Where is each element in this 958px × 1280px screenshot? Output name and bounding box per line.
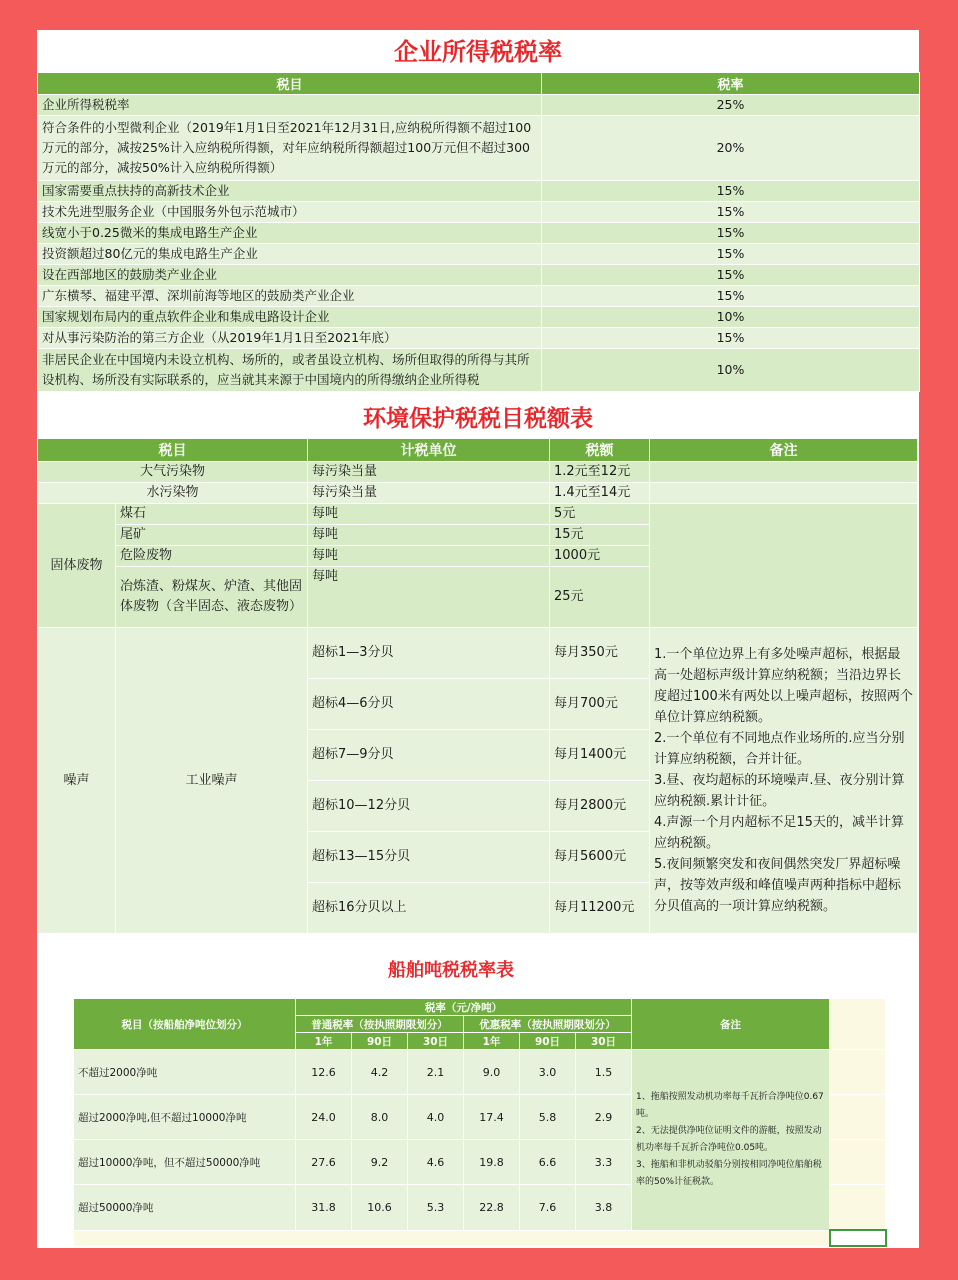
env-amount: 5元 — [550, 504, 650, 525]
table-row — [38, 307, 920, 328]
cit-rate: 15% — [542, 286, 920, 307]
env-amount: 15元 — [550, 525, 650, 546]
env-noise-level: 超标13—15分贝 — [308, 832, 550, 883]
ship-pad-cell — [830, 999, 886, 1050]
cit-rate: 25% — [542, 95, 920, 116]
ship-value: 4.0 — [408, 1095, 464, 1140]
env-noise-level: 超标7—9分贝 — [308, 730, 550, 781]
cit-item: 国家规划布局内的重点软件企业和集成电路设计企业 — [38, 307, 542, 328]
note-line: 5.夜间频繁突发和夜间偶然突发厂界超标噪声，按等效声级和峰值噪声两种指标中超标分贝值高的一项计算应纳税额。 — [654, 857, 902, 914]
ship-value: 24.0 — [296, 1095, 352, 1140]
table-row — [38, 116, 920, 181]
cit-rate: 15% — [542, 202, 920, 223]
env-unit: 每污染当量 — [308, 462, 550, 483]
table-row — [38, 328, 920, 349]
ship-period: 90日 — [352, 1033, 408, 1050]
note-line: 4.声源一个月内超标不足15天的，减半计算应纳税额。 — [654, 815, 904, 851]
ship-period: 30日 — [576, 1033, 632, 1050]
ship-pad-cell — [830, 1050, 886, 1095]
env-table — [37, 438, 918, 934]
table-row — [38, 95, 920, 116]
env-note-empty — [650, 483, 918, 504]
table-row — [38, 628, 918, 679]
ship-value: 2.9 — [576, 1095, 632, 1140]
ship-pad-row — [74, 1230, 830, 1246]
ship-value: 6.6 — [520, 1140, 576, 1185]
note-line: 3、拖船和非机动驳船分别按相同净吨位船舶税率的50%计征税款。 — [636, 1159, 822, 1187]
env-section — [37, 396, 919, 942]
cit-item: 技术先进型服务企业（中国服务外包示范城市） — [38, 202, 542, 223]
cit-item: 企业所得税税率 — [38, 95, 542, 116]
cit-rate: 15% — [542, 244, 920, 265]
env-amount: 1.4元至14元 — [550, 483, 650, 504]
env-noise-sub: 工业噪声 — [116, 628, 308, 934]
table-row — [38, 202, 920, 223]
ship-value: 3.8 — [576, 1185, 632, 1231]
ship-value: 31.8 — [296, 1185, 352, 1231]
note-line: 1、拖船按照发动机功率每千瓦折合净吨位0.67吨。 — [636, 1091, 824, 1119]
ship-value: 3.0 — [520, 1050, 576, 1095]
cit-item: 设在西部地区的鼓励类产业企业 — [38, 265, 542, 286]
env-solid-item: 煤石 — [116, 504, 308, 525]
env-unit: 每吨 — [308, 546, 550, 567]
env-solid-label: 固体废物 — [38, 504, 116, 628]
cit-item: 线宽小于0.25微米的集成电路生产企业 — [38, 223, 542, 244]
ship-value: 5.3 — [408, 1185, 464, 1231]
selected-cell[interactable] — [830, 1230, 886, 1246]
env-amount: 每月700元 — [550, 679, 650, 730]
ship-value: 2.1 — [408, 1050, 464, 1095]
env-amount: 每月350元 — [550, 628, 650, 679]
env-amount: 每月5600元 — [550, 832, 650, 883]
cit-item: 投资额超过80亿元的集成电路生产企业 — [38, 244, 542, 265]
ship-item: 超过2000净吨,但不超过10000净吨 — [74, 1095, 296, 1140]
env-amount: 每月2800元 — [550, 781, 650, 832]
table-row — [38, 462, 918, 483]
table-row — [38, 181, 920, 202]
cit-item: 符合条件的小型微利企业（2019年1月1日至2021年12月31日,应纳税所得额不超过100万元的部分，减按25%计入应纳税所得额，对年应纳税所得额超过100万元但不超过300万元的部分，减按50%计入应纳税所得额） — [38, 116, 542, 181]
ship-header-normal: 普通税率（按执照期限划分） — [296, 1016, 464, 1033]
ship-item: 超过50000净吨 — [74, 1185, 296, 1231]
ship-value: 3.3 — [576, 1140, 632, 1185]
env-noise-level: 超标16分贝以上 — [308, 883, 550, 934]
env-unit: 每吨 — [308, 525, 550, 546]
env-noise-level: 超标4—6分贝 — [308, 679, 550, 730]
env-noise-notes — [650, 628, 918, 934]
env-noise-level: 超标10—12分贝 — [308, 781, 550, 832]
env-header-note: 备注 — [650, 439, 918, 462]
note-line: 2、无法提供净吨位证明文件的游艇，按照发动机功率每千瓦折合净吨位0.05吨。 — [636, 1125, 822, 1153]
ship-value: 27.6 — [296, 1140, 352, 1185]
ship-value: 4.2 — [352, 1050, 408, 1095]
env-amount: 每月11200元 — [550, 883, 650, 934]
ship-value: 22.8 — [464, 1185, 520, 1231]
ship-period: 90日 — [520, 1033, 576, 1050]
cit-rate: 20% — [542, 116, 920, 181]
env-amount: 1.2元至12元 — [550, 462, 650, 483]
ship-item: 超过10000净吨，但不超过50000净吨 — [74, 1140, 296, 1185]
cit-title: 企业所得税税率 — [394, 38, 562, 66]
ship-value: 12.6 — [296, 1050, 352, 1095]
ship-value: 17.4 — [464, 1095, 520, 1140]
ship-pad-cell — [830, 1185, 886, 1231]
env-solid-item: 尾矿 — [116, 525, 308, 546]
table-row — [38, 223, 920, 244]
cit-item: 国家需要重点扶持的高新技术企业 — [38, 181, 542, 202]
ship-value: 10.6 — [352, 1185, 408, 1231]
env-noise-label: 噪声 — [38, 628, 116, 934]
env-solid-item: 冶炼渣、粉煤灰、炉渣、其他固体废物（含半固态、液态废物） — [116, 567, 308, 628]
cit-rate: 15% — [542, 265, 920, 286]
ship-item: 不超过2000净吨 — [74, 1050, 296, 1095]
ship-period: 1年 — [296, 1033, 352, 1050]
ship-value: 4.6 — [408, 1140, 464, 1185]
ship-value: 19.8 — [464, 1140, 520, 1185]
ship-value: 9.0 — [464, 1050, 520, 1095]
ship-header-note: 备注 — [632, 999, 830, 1050]
ship-header-rate: 税率（元/净吨） — [296, 999, 632, 1016]
ship-value: 1.5 — [576, 1050, 632, 1095]
env-amount: 25元 — [550, 567, 650, 628]
env-item-air: 大气污染物 — [38, 462, 308, 483]
cit-section — [37, 30, 919, 394]
cit-item: 对从事污染防治的第三方企业（从2019年1月1日至2021年底） — [38, 328, 542, 349]
env-amount: 每月1400元 — [550, 730, 650, 781]
ship-notes — [632, 1050, 830, 1231]
cit-table — [37, 72, 920, 392]
table-row — [38, 265, 920, 286]
table-row — [74, 1050, 886, 1095]
ship-header-pref: 优惠税率（按执照期限划分） — [464, 1016, 632, 1033]
ship-header-item: 税目（按船舶净吨位划分） — [74, 999, 296, 1050]
ship-title-wrap — [73, 942, 829, 998]
env-noise-level: 超标1—3分贝 — [308, 628, 550, 679]
ship-table-wrap — [73, 998, 887, 1247]
table-row — [74, 1230, 886, 1246]
ship-value: 9.2 — [352, 1140, 408, 1185]
cit-rate: 10% — [542, 307, 920, 328]
env-unit: 每吨 — [308, 504, 550, 525]
cit-item: 广东横琴、福建平潭、深圳前海等地区的鼓励类产业企业 — [38, 286, 542, 307]
cit-header-rate: 税率 — [542, 73, 920, 95]
note-line: 1.一个单位边界上有多处噪声超标，根据最高一处超标声级计算应纳税额；当沿边界长度超过100米有两处以上噪声超标，按照两个单位计算应纳税额。 — [654, 647, 913, 725]
table-row — [38, 504, 918, 525]
env-header-unit: 计税单位 — [308, 439, 550, 462]
env-solid-item: 危险废物 — [116, 546, 308, 567]
table-row — [38, 286, 920, 307]
env-title: 环境保护税税目税额表 — [363, 406, 593, 432]
cit-rate: 15% — [542, 328, 920, 349]
table-row — [38, 483, 918, 504]
cit-rate: 15% — [542, 223, 920, 244]
ship-pad-cell — [830, 1095, 886, 1140]
note-line: 2.一个单位有不同地点作业场所的.应当分别计算应纳税额，合并计征。 — [654, 731, 905, 767]
ship-period: 30日 — [408, 1033, 464, 1050]
note-line: 3.昼、夜均超标的环境噪声.昼、夜分别计算应纳税额.累计计征。 — [654, 773, 905, 809]
ship-title: 船舶吨税税率表 — [388, 960, 514, 981]
env-unit: 每吨 — [308, 567, 550, 628]
env-note-empty — [650, 504, 918, 628]
ship-pad-cell — [830, 1140, 886, 1185]
ship-table — [73, 998, 887, 1247]
env-header-item: 税目 — [38, 439, 308, 462]
table-row — [38, 349, 920, 392]
env-note-empty — [650, 462, 918, 483]
table-row — [38, 244, 920, 265]
env-unit: 每污染当量 — [308, 483, 550, 504]
ship-period: 1年 — [464, 1033, 520, 1050]
ship-section — [37, 942, 919, 1248]
cit-item: 非居民企业在中国境内未设立机构、场所的，或者虽设立机构、场所但取得的所得与其所设机构、场所没有实际联系的，应当就其来源于中国境内的所得缴纳企业所得税 — [38, 349, 542, 392]
tax-sheet — [37, 30, 919, 1248]
env-header-amount: 税额 — [550, 439, 650, 462]
cit-header-item: 税目 — [38, 73, 542, 95]
cit-rate: 15% — [542, 181, 920, 202]
env-amount: 1000元 — [550, 546, 650, 567]
ship-value: 5.8 — [520, 1095, 576, 1140]
env-item-water: 水污染物 — [38, 483, 308, 504]
ship-value: 7.6 — [520, 1185, 576, 1231]
cit-rate: 10% — [542, 349, 920, 392]
ship-value: 8.0 — [352, 1095, 408, 1140]
